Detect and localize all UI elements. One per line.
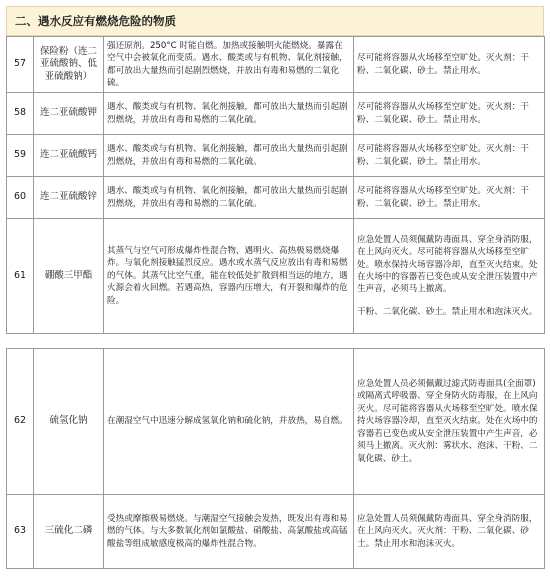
table-row [7, 37, 545, 93]
table-row [7, 349, 545, 495]
row-number: 60 [7, 177, 34, 219]
hazard-table-1 [6, 36, 545, 334]
hazard-description: 受热或摩擦极易燃烧。与潮湿空气接触会发热，既发出有毒和易燃的气体。与大多数氧化剂如氯酸盐、硝酸盐、高氯酸盐或高锰酸盐等组成敏感度极高的爆炸性混合物。 [104, 495, 354, 569]
substance-name: 连二亚硫酸钙 [34, 135, 104, 177]
emergency-measure: 尽可能将容器从火场移至空旷处。灭火剂：干粉、二氧化碳、砂土。禁止用水。 [354, 93, 545, 135]
table-row [7, 93, 545, 135]
emergency-measure: 尽可能将容器从火场移至空旷处。灭火剂：干粉、二氧化碳、砂土。禁止用水。 [354, 37, 545, 93]
hazard-description: 在潮湿空气中迅速分解成氢氧化钠和硫化钠，并放热，易自燃。 [104, 349, 354, 495]
substance-name: 硼酸三甲酯 [34, 219, 104, 334]
row-number: 61 [7, 219, 34, 334]
substance-name: 连二亚硫酸钾 [34, 93, 104, 135]
row-number: 59 [7, 135, 34, 177]
table-row [7, 135, 545, 177]
hazard-description: 遇水、酸类或与有机物、氧化剂接触，都可放出大量热而引起剧烈燃烧，并放出有毒和易燃的二氧化硫。 [104, 135, 354, 177]
emergency-measure: 应急处置人员须佩戴防毒面具、穿全身消防服，在上风向灭火。灭火剂：干粉、二氧化碳、砂土。禁止用水和泡沫灭火。 [354, 495, 545, 569]
table-row [7, 177, 545, 219]
emergency-measure-procedure: 应急处置人员须佩戴防毒面具、穿全身消防服，在上风向灭火。尽可能将容器从火场移至空旷处。喷水保持火场容器冷却，直至灭火结束。处在火场中的容器若已变色或从安全泄压装置中产生声音，必须马上撤离。 [357, 234, 538, 295]
hazard-description: 其蒸气与空气可形成爆炸性混合物，遇明火、高热极易燃烧爆炸。与氧化剂接触猛烈反应。遇水或水蒸气反应放出有毒和易燃的气体。其蒸气比空气重，能在较低处扩散到相当远的地方，遇火源会着火回燃。若遇高热，容器内压增大，有开裂和爆炸的危险。 [104, 219, 354, 334]
row-number: 58 [7, 93, 34, 135]
hazard-table-2 [6, 348, 545, 569]
substance-name: 保险粉（连二亚硫酸钠、低亚硫酸钠） [34, 37, 104, 93]
extinguishing-agent: 干粉、二氧化碳、砂土。禁止用水和泡沫灭火。 [357, 306, 538, 317]
row-number: 57 [7, 37, 34, 93]
section-title: 二、遇水反应有燃烧危险的物质 [6, 6, 544, 36]
row-number: 63 [7, 495, 34, 569]
emergency-measure: 尽可能将容器从火场移至空旷处。灭火剂：干粉、二氧化碳、砂土。禁止用水。 [354, 177, 545, 219]
table-row [7, 219, 545, 334]
emergency-measure: 尽可能将容器从火场移至空旷处。灭火剂：干粉、二氧化碳、砂土。禁止用水。 [354, 135, 545, 177]
hazard-description: 强还原剂。250°C 时能自燃。加热或接触明火能燃烧。暴露在空气中会被氧化而变质。遇水、酸类或与有机物、氧化剂接触，都可放出大量热而引起剧烈燃烧，并放出有毒和易燃的二氧化硫。 [104, 37, 354, 93]
hazard-description: 遇水、酸类或与有机物、氧化剂接触，都可放出大量热而引起剧烈燃烧，并放出有毒和易燃的二氧化硫。 [104, 93, 354, 135]
substance-name: 连二亚硫酸锌 [34, 177, 104, 219]
spacer [357, 296, 541, 306]
row-number: 62 [7, 349, 34, 495]
substance-name: 三硫化二磷 [34, 495, 104, 569]
hazard-description: 遇水、酸类或与有机物、氧化剂接触，都可放出大量热而引起剧烈燃烧，并放出有毒和易燃的二氧化硫。 [104, 177, 354, 219]
table-row [7, 495, 545, 569]
emergency-measure [354, 219, 545, 334]
emergency-measure: 应急处置人员必须佩戴过滤式防毒面具(全面罩)或隔离式呼吸器、穿全身防火防毒服，在上风向灭火。尽可能将容器从火场移至空旷处。喷水保持火场容器冷却，直至灭火结束。处在火场中的容器若已变色或从安全泄压装置中产生声音，必须马上撤离。灭火剂：雾状水、泡沫、干粉、二氧化碳、砂土。 [354, 349, 545, 495]
substance-name: 硫氢化钠 [34, 349, 104, 495]
